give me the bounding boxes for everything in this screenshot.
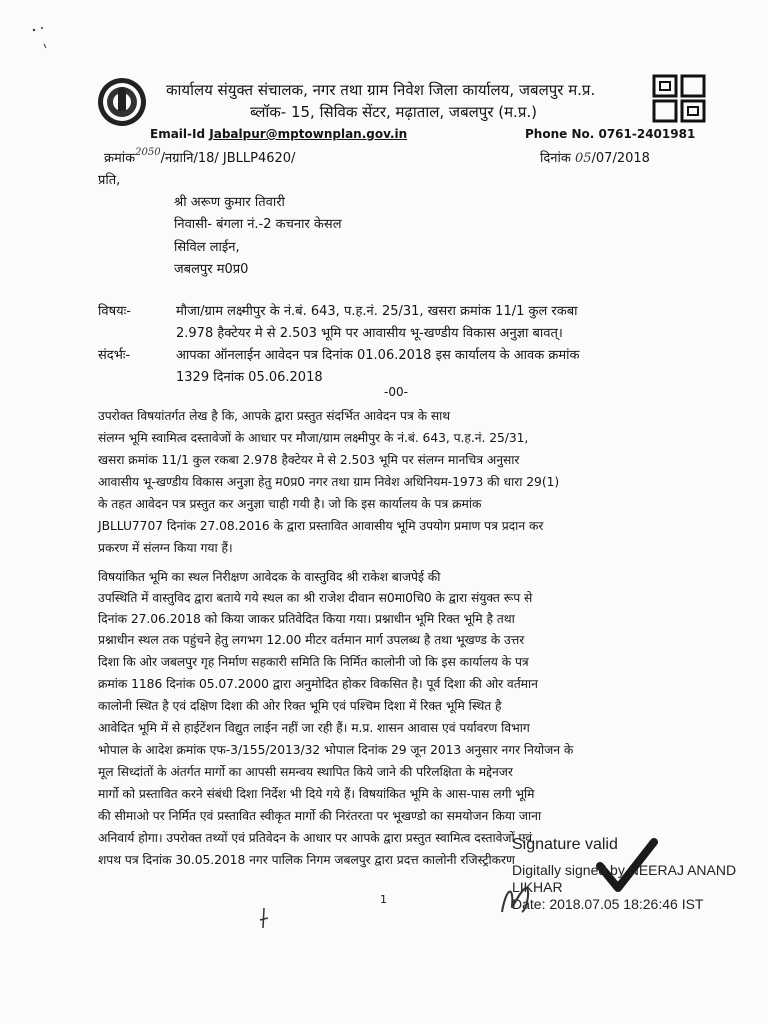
reference-handwritten-number: 2050 (135, 147, 161, 158)
date-handwritten-day: 05 (574, 151, 592, 166)
body-text-line: अनिवार्य होगा। उपरोक्त तथ्यों एवं प्रतिवेदन के आधार पर आपके द्वारा प्रस्तुत स्वामित्व दस्तावेजों एवं (98, 831, 533, 845)
date-rest: /07/2018 (591, 151, 650, 166)
body-text-line: शपथ पत्र दिनांक 30.05.2018 नगर पालिक निगम जबलपुर द्वारा प्रदत्त कालोनी रजिस्ट्रीकरण (98, 853, 515, 867)
recipient-line: जबलपुर म0प्र0 (174, 262, 249, 277)
signature-signed-by: Digitally signed by NEERAJ ANAND (512, 862, 737, 878)
body-text-line: मूल सिध्दांतों के अंतर्गत मार्गो का आपसी समन्वय स्थापित किये जाने की परिलक्षिता के मद्देनजर (98, 765, 513, 779)
recipient-line: निवासी- बंगला नं.-2 कचनार केसल (174, 217, 342, 232)
signature-valid-text: Signature valid (512, 836, 618, 853)
body-text-line: खसरा क्रमांक 11/1 कुल रकबा 2.978 हैक्टेयर मे से 2.503 भूमि पर संलग्न मानचित्र अनुसार (98, 453, 520, 467)
separator: -00- (384, 385, 408, 399)
phone-number: Phone No. 0761-2401981 (525, 127, 696, 141)
office-address: ब्लॉक- 15, सिविक सेंटर, मढ़ाताल, जबलपुर (म.प्र.) (250, 103, 537, 121)
body-text-line: उपरोक्त विषयांतर्गत लेख है कि, आपके द्वारा प्रस्तुत संदर्भित आवेदन पत्र के साथ (98, 409, 451, 423)
reference-number (104, 148, 295, 166)
body-text-line: कालोनी स्थित है एवं दक्षिण दिशा की ओर रिक्त भूमि एवं पश्चिम दिशा में रिक्त भूमि स्थित है (98, 699, 502, 713)
stray-ink-marks-icon (28, 20, 58, 50)
to-label: प्रति, (98, 173, 121, 188)
body-text-line: की सीमाओ पर निर्मित एवं प्रस्तावित स्वीकृत मार्गो की निरंतरता पर भूखण्डो का समयोजन किया जाना (98, 809, 542, 823)
body-text-line: प्रकरण में संलग्न किया गया हैं। (98, 541, 233, 555)
handwritten-initials-icon (496, 878, 536, 918)
email-label: Email-Id (150, 127, 206, 141)
email-link[interactable]: Jabalpur@mptownplan.gov.in (209, 127, 408, 141)
pen-mark-icon (256, 906, 272, 932)
body-text-line: आवासीय भू-खण्डीय विकास अनुज्ञा हेतु म0प्र0 नगर तथा ग्राम निवेश अधिनियम-1973 की धारा 29(1) (98, 475, 560, 489)
subject-line: 2.978 हैक्टेयर मे से 2.503 भूमि पर आवासीय भू-खण्डीय विकास अनुज्ञा बावत्। (176, 326, 563, 341)
subject-line: मौजा/ग्राम लक्ष्मीपुर के नं.बं. 643, प.ह.नं. 25/31, खसरा क्रमांक 11/1 कुल रकबा (176, 304, 578, 319)
reference-line: 1329 दिनांक 05.06.2018 (176, 370, 323, 385)
body-text-line: क्रमांक 1186 दिनांक 05.07.2000 द्वारा अनुमोदित होकर विकसित है। पूर्व दिशा की ओर वर्तमान (98, 677, 538, 691)
letter-date (540, 148, 650, 166)
body-text-line: आवेदित भूमि में से हाईटेंशन विद्युत लाईन नहीं जा रही हैं। म.प्र. शासन आवास एवं पर्यावरण विभाग (98, 721, 530, 735)
body-text-line: संलग्न भूमि स्वामित्व दस्तावेजों के आधार पर मौजा/ग्राम लक्ष्मीपुर के नं.बं. 643, प.ह.नं. 25/31, (98, 431, 529, 445)
page-number: 1 (380, 893, 387, 906)
recipient-line: श्री अरूण कुमार तिवारी (174, 195, 285, 210)
reference-line: आपका ऑनलाईन आवेदन पत्र दिनांक 01.06.2018 इस कार्यालय के आवक क्रमांक (176, 348, 580, 363)
recipient-line: सिविल लाईन, (174, 240, 240, 255)
reference-label: संदर्भः- (98, 348, 131, 363)
date-label: दिनांक (540, 151, 571, 166)
email-row (150, 127, 407, 141)
body-text-line: के तहत आवेदन पत्र प्रस्तुत कर अनुज्ञा चाही गयी है। जो कि इस कार्यालय के पत्र क्रमांक (98, 497, 482, 511)
reference-prefix: क्रमांक (104, 151, 136, 166)
body-text-line: भोपाल के आदेश क्रमांक एफ-3/155/2013/32 भोपाल दिनांक 29 जून 2013 अनुसार नगर नियोजन के (98, 743, 574, 757)
body-text-line: प्रश्नाधीन स्थल तक पहुंचने हेतु लगभग 12.00 मीटर वर्तमान मार्ग उपलब्ध है तथा भूखण्ड के उत्तर (98, 633, 525, 647)
department-logo-icon (652, 74, 708, 124)
office-name: कार्यालय संयुक्त संचालक, नगर तथा ग्राम निवेश जिला कार्यालय, जबलपुर म.प्र. (166, 81, 596, 99)
government-emblem-icon (96, 76, 148, 128)
body-text-line: मार्गो को प्रस्तावित करने संबंधी दिशा निर्देश भी दिये गये हैं। विषयांकित भूमि के आस-पास लगी भूमि (98, 787, 535, 801)
body-text-line: दिनांक 27.06.2018 को किया जाकर प्रतिवेदित किया गया। प्रश्नाधीन भूमि रिक्त भूमि है तथा (98, 612, 515, 626)
body-text-line: दिशा कि ओर जबलपुर गृह निर्माण सहकारी समिति कि निर्मित कालोनी जो कि इस कार्यालय के पत्र (98, 655, 529, 669)
reference-code: /नग्रानि/18/ JBLLP4620/ (160, 151, 296, 166)
body-text-line: उपस्थिति में वास्तुविद द्वारा बताये गये स्थल का श्री राजेश दीवान स0मा0चि0 के द्वारा संयुक्त रूप से (98, 591, 533, 605)
body-text-line: विषयांकित भूमि का स्थल निरीक्षण आवेदक के वास्तुविद श्री राकेश बाजपेई की (98, 570, 441, 584)
signature-date: Date: 2018.07.05 18:26:46 IST (512, 896, 704, 912)
subject-label: विषयः- (98, 304, 131, 319)
body-text-line: JBLLU7707 दिनांक 27.08.2016 के द्वारा प्रस्तावित आवासीय भूमि उपयोग प्रमाण पत्र प्रदान कर (98, 519, 544, 533)
signature-signer-surname: LIKHAR (512, 879, 563, 895)
